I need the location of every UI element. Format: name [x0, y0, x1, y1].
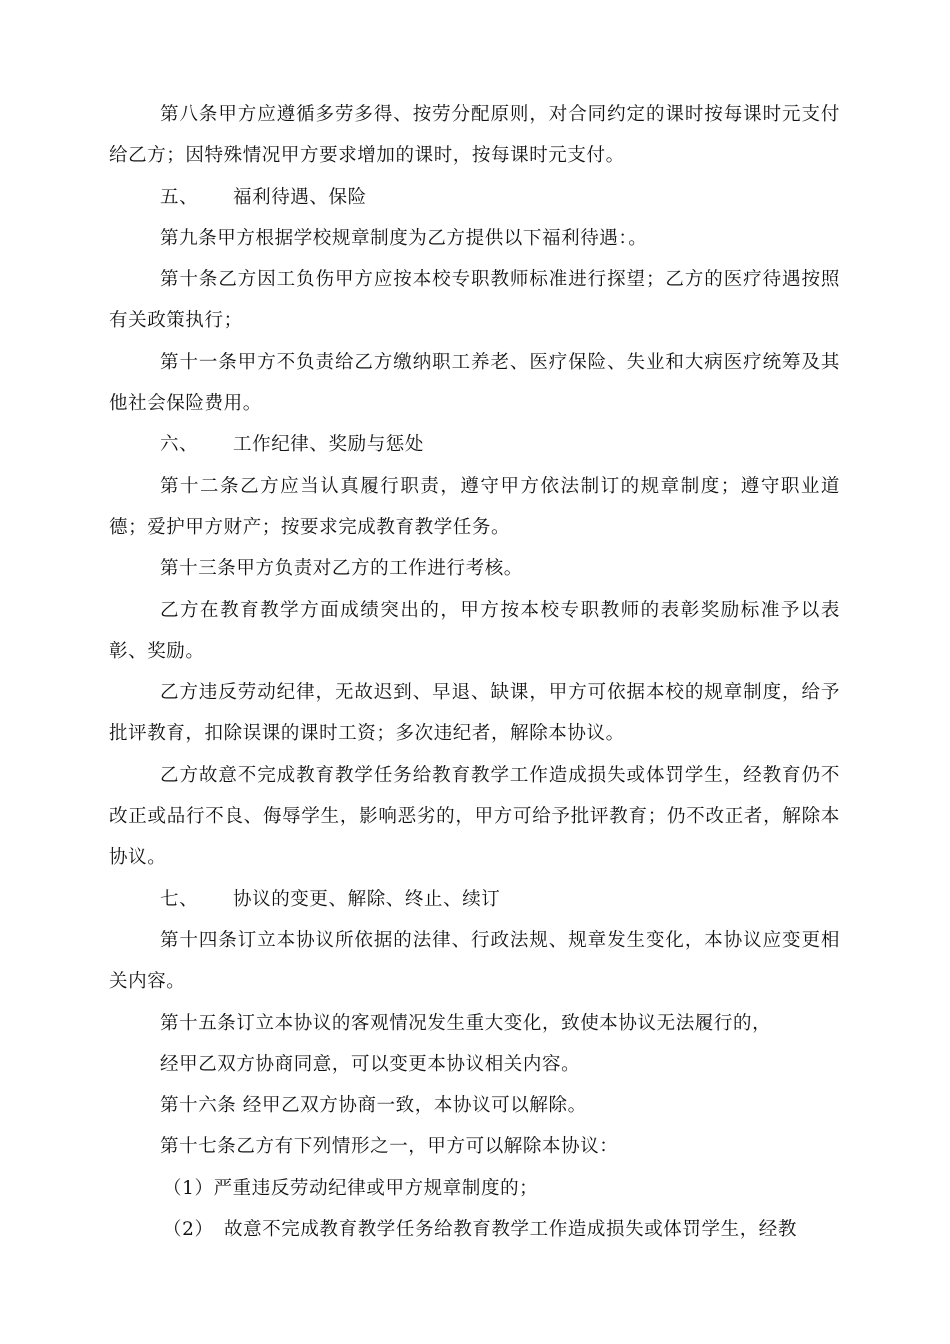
article-13-reward: 乙方在教育教学方面成绩突出的，甲方按本校专职教师的表彰奖励标准予以表彰、奖励。 — [109, 599, 840, 662]
list-item-text: 故意不完成教育教学任务给教育教学工作造成损失或体罚学生，经教 — [224, 1219, 798, 1241]
article-10: 第十条乙方因工负伤甲方应按本校专职教师标准进行探望；乙方的医疗待遇按照有关政策执行； — [109, 269, 840, 332]
section-number: 六、 — [160, 434, 199, 456]
article-12: 第十二条乙方应当认真履行职责，遵守甲方依法制订的规章制度；遵守职业道德；爱护甲方财产；按要求完成教育教学任务。 — [109, 475, 840, 538]
section-heading-5 — [109, 177, 840, 218]
section-number: 五、 — [160, 186, 199, 208]
list-item-number: （2） — [163, 1219, 214, 1241]
article-16: 第十六条 经甲乙双方协商一致，本协议可以解除。 — [160, 1095, 587, 1117]
article-11: 第十一条甲方不负责给乙方缴纳职工养老、医疗保险、失业和大病医疗统筹及其他社会保险费用。 — [109, 351, 840, 415]
article-15: 第十五条订立本协议的客观情况发生重大变化，致使本协议无法履行的， — [160, 1012, 772, 1034]
section-heading-6 — [109, 424, 840, 465]
list-item-number: （1） — [163, 1177, 214, 1199]
article-13-discipline: 乙方违反劳动纪律，无故迟到、早退、缺课，甲方可依据本校的规章制度，给予批评教育，扣除误课的课时工资；多次违纪者，解除本协议。 — [109, 682, 840, 745]
article-13-misconduct: 乙方故意不完成教育教学任务给教育教学工作造成损失或体罚学生，经教育仍不改正或品行不良、侮辱学生，影响恶劣的，甲方可给予批评教育；仍不改正者，解除本协议。 — [109, 764, 840, 869]
section-title: 协议的变更、解除、终止、续订 — [233, 888, 501, 910]
article-13: 第十三条甲方负责对乙方的工作进行考核。 — [160, 558, 523, 580]
document-body — [109, 94, 840, 1250]
article-14: 第十四条订立本协议所依据的法律、行政法规、规章发生变化，本协议应变更相关内容。 — [109, 929, 840, 993]
section-heading-7 — [109, 879, 840, 920]
article-9: 第九条甲方根据学校规章制度为乙方提供以下福利待遇：。 — [160, 227, 648, 249]
article-17: 第十七条乙方有下列情形之一，甲方可以解除本协议： — [160, 1136, 619, 1158]
section-title: 工作纪律、奖励与惩处 — [233, 434, 425, 456]
list-item-1 — [109, 1168, 840, 1209]
list-item-2 — [109, 1209, 840, 1250]
section-number: 七、 — [160, 888, 199, 910]
section-title: 福利待遇、保险 — [233, 186, 367, 208]
article-8: 第八条甲方应遵循多劳多得、按劳分配原则，对合同约定的课时按每课时元支付给乙方；因特殊情况甲方要求增加的课时，按每课时元支付。 — [109, 104, 840, 167]
list-item-text: 严重违反劳动纪律或甲方规章制度的； — [213, 1177, 539, 1199]
article-15-continued: 经甲乙双方协商同意，可以变更本协议相关内容。 — [160, 1053, 581, 1075]
